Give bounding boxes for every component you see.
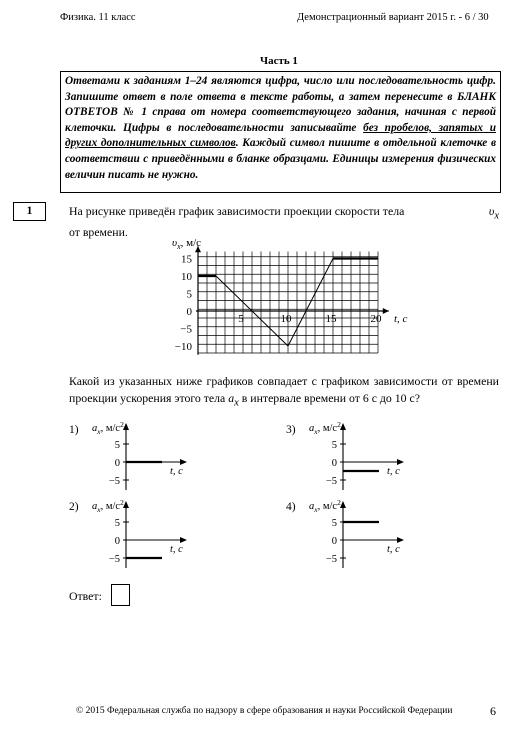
- velocity-segment: [288, 259, 333, 347]
- option-4-graph[interactable]: [301, 498, 417, 570]
- option-y-tick-label: −5: [325, 476, 337, 487]
- option-y-tick-label: 5: [114, 518, 120, 529]
- y-tick-label: −10: [174, 341, 192, 353]
- option-x-axis-arrow: [397, 459, 404, 465]
- instructions-text-1: Ответами к заданиям 1–24 являются цифра, число или последовательность цифр. Запишите ответ в поле ответа в тексте работы, а затем перенесите в БЛАНК ОТВЕТОВ № 1 справа от номера соответствующего задания, начиная с первой клеточки. Цифры в последовательности записывайте: [65, 75, 496, 134]
- instructions-box: [60, 71, 501, 193]
- option-y-tick-label: −5: [108, 554, 120, 565]
- option-3-label: 3): [286, 424, 296, 436]
- option-x-axis-arrow: [397, 537, 404, 543]
- option-y-axis-arrow: [340, 501, 346, 508]
- x-axis-arrow: [383, 308, 389, 314]
- option-y-tick-label: 0: [331, 458, 337, 469]
- option-y-axis-arrow: [123, 423, 129, 430]
- option-2-label: 2): [69, 501, 79, 513]
- option-y-tick-label: −5: [325, 554, 337, 565]
- question-intro-var-sub: x: [494, 210, 499, 222]
- x-tick-label: 5: [238, 313, 244, 325]
- option-x-axis-arrow: [180, 459, 187, 465]
- option-y-label: $a_x$, $м/с^2$: [309, 498, 341, 514]
- option-x-label: t, с: [170, 466, 183, 477]
- instructions-underlined: без пробелов, запятых и других дополнительных символов: [65, 121, 496, 150]
- option-y-tick-label: −5: [108, 476, 120, 487]
- option-y-axis-arrow: [340, 423, 346, 430]
- main-graph-grid: [198, 252, 378, 354]
- question-var: a: [228, 390, 235, 405]
- y-tick-label: 15: [181, 253, 192, 266]
- part-title: Часть 1: [260, 55, 298, 67]
- velocity-time-graph: [140, 232, 410, 370]
- question-intro-line2: от времени.: [69, 225, 128, 240]
- option-y-tick-label: 0: [331, 536, 337, 547]
- header-variant: Демонстрационный вариант 2015 г. - 6 / 30: [297, 12, 489, 23]
- question-number: 1: [13, 202, 46, 221]
- y-tick-label: 10: [181, 271, 192, 283]
- main-graph-x-label: t, с: [394, 313, 408, 325]
- option-y-label: $a_x$, $м/с^2$: [92, 420, 124, 436]
- answer-input-box[interactable]: [111, 584, 130, 606]
- option-4-label: 4): [286, 501, 296, 513]
- question-text-1: Какой из указанных ниже графиков совпадает с графиком зависимости от времени проекции ускорения этого тела: [69, 374, 499, 405]
- page-number: 6: [490, 704, 496, 718]
- option-1-graph[interactable]: [84, 420, 200, 492]
- instructions-text-2: . Каждый символ пишите в отдельной клеточке в соответствии с приведёнными в бланке образцами. Единицы измерения физических величин писать не нужно.: [65, 137, 496, 181]
- y-tick-label: −5: [180, 323, 192, 336]
- option-y-tick-label: 5: [114, 440, 120, 451]
- option-y-label: $a_x$, $м/с^2$: [309, 420, 341, 436]
- option-x-label: t, с: [387, 466, 400, 477]
- option-y-tick-label: 0: [114, 458, 120, 469]
- question-intro-var: υ: [488, 204, 495, 218]
- question-text: [69, 373, 499, 411]
- option-x-axis-arrow: [180, 537, 187, 543]
- option-y-tick-label: 0: [114, 536, 120, 547]
- option-3-graph[interactable]: [301, 420, 417, 492]
- header-subject: Физика. 11 класс: [60, 12, 136, 23]
- option-y-axis-arrow: [123, 501, 129, 508]
- x-tick-label: 15: [325, 313, 337, 325]
- question-text-2: в интервале времени от 6 с до 10 с?: [241, 390, 420, 405]
- option-2-graph[interactable]: [84, 498, 200, 570]
- main-graph-y-label: $\upsilon_x$, м/с: [172, 237, 202, 251]
- y-tick-label: 5: [186, 288, 192, 301]
- answer-label: Ответ:: [69, 589, 102, 603]
- option-y-label: $a_x$, $м/с^2$: [92, 498, 124, 514]
- option-y-tick-label: 5: [331, 518, 337, 529]
- question-var-sub: x: [234, 396, 239, 408]
- x-tick-label: 10: [280, 313, 292, 325]
- option-x-label: t, с: [170, 544, 183, 555]
- footer-copyright: © 2015 Федеральная служба по надзору в сфере образования и науки Российской Федерации: [76, 706, 453, 716]
- option-y-tick-label: 5: [331, 440, 337, 451]
- question-intro-line1: На рисунке приведён график зависимости проекции скорости тела: [69, 204, 405, 218]
- option-x-label: t, с: [387, 544, 400, 555]
- option-1-label: 1): [69, 424, 79, 436]
- y-tick-label: 0: [186, 306, 192, 318]
- x-tick-label: 20: [370, 313, 382, 325]
